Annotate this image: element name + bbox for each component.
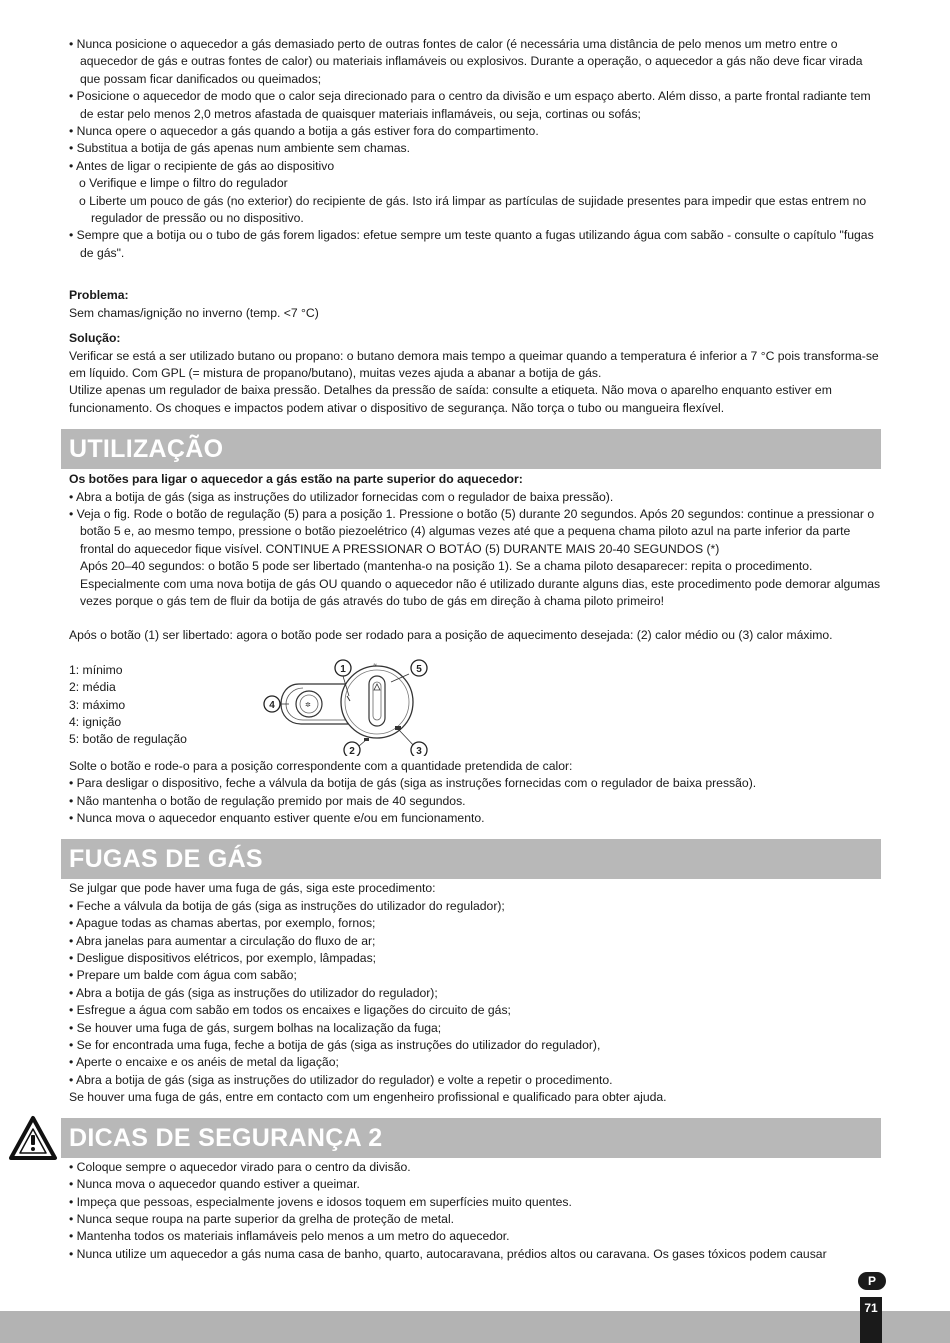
intro-bullet: • Substitua a botija de gás apenas num ambiente sem chamas. — [69, 141, 410, 156]
callout-label: 1 — [340, 663, 346, 675]
intro-sub-item: o Liberte um pouco de gás (no exterior) do recipiente de gás. Isto irá limpar as partículas de sujidade presentes para impedir que estas entrem no regulador de pressão ou no dispositivo. — [79, 193, 867, 226]
section-header-leaks — [61, 839, 881, 879]
callout-5 — [411, 660, 427, 676]
legend-item: 2: média — [69, 680, 116, 695]
section-title: DICAS DE SEGURANÇA 2 — [69, 1123, 383, 1152]
callout-2 — [344, 742, 360, 756]
leaks-bullet: • Abra a botija de gás (siga as instruções do utilizador do regulador); — [69, 985, 438, 1000]
section-header-safety — [61, 1118, 881, 1158]
leaks-bullet: • Se houver uma fuga de gás, surgem bolhas na localização da fuga; — [69, 1020, 442, 1035]
usage-bullet: • Abra a botija de gás (siga as instruções do utilizador fornecidas com o regulador de baixa pressão). — [69, 489, 614, 504]
intro-sub-item: o Verifique e limpe o filtro do regulador — [79, 176, 288, 191]
usage-lead: Os botões para ligar o aquecedor a gás estão na parte superior do aquecedor: — [69, 472, 523, 487]
intro-bullet: • Nunca opere o aquecedor a gás quando a botija a gás estiver fora do compartimento. — [69, 124, 539, 139]
usage-bullet: • Veja o fig. Rode o botão de regulação (5) para a posição 1. Pressione o botão (5) durante 20 segundos. Após 20 segundos: continue a pressionar o botão 5 e, ao mesmo tempo, pressione o botão piezoelétrico (4) algumas vezes até que a pequena chama piloto azul na parte inferior da parte frontal do aquecedor fique visível. CONTINUE A PRESSIONAR O BOTÁO (5) DURANTE MAIS 20-40 SEGUNDOS (*) — [69, 506, 875, 556]
legend-item: 5: botão de regulação — [69, 732, 187, 747]
safety-bullet: • Nunca mova o aquecedor quando estiver a queimar. — [69, 1177, 360, 1192]
callout-1 — [335, 660, 351, 676]
safety-bullet: • Mantenha todos os materiais inflamáveis pelo menos a um metro do aquecedor. — [69, 1229, 510, 1244]
section-title: FUGAS DE GÁS — [69, 845, 263, 874]
leaks-bullet: • Abra janelas para aumentar a circulação do fluxo de ar; — [69, 933, 376, 948]
control-panel-diagram — [259, 652, 429, 756]
legend-item: 3: máximo — [69, 697, 126, 712]
legend-item: 4: ignição — [69, 715, 122, 729]
problem-label: Problema: — [69, 288, 129, 303]
control-figure-row — [69, 662, 881, 758]
callout-label: 2 — [349, 745, 355, 756]
callout-3 — [411, 742, 427, 756]
usage-after: Após o botão (1) ser libertado: agora o botão pode ser rodado para a posição de aquecimento desejada: (2) calor médio ou (3) calor máximo. — [69, 628, 833, 643]
safety-bullet: • Nunca utilize um aquecedor a gás numa casa de banho, quarto, autocaravana, prédios altos ou caravana. Os gases tóxicos podem causar — [69, 1246, 827, 1261]
page-number: 71 — [860, 1297, 882, 1343]
solution-text: Verificar se está a ser utilizado butano ou propano: o butano demora mais tempo a queimar quando a temperatura é inferior a 7 °C pois transforma-se em líquido. Com GPL (= mistura de propano/butano), muitas vezes ajuda a abanar a botija de gás. — [69, 348, 879, 380]
safety-bullet: • Nunca seque roupa na parte superior da grelha de proteção de metal. — [69, 1211, 455, 1226]
usage-bullet-continuation: Após 20–40 segundos: o botão 5 pode ser libertado (mantenha-o na posição 1). Se a chama piloto desaparecer: repita o procedimento. Especialmente com uma nova botija de gás OU quando o aquecedor não é utilizado durante alguns dias, este procedimento pode demorar algumas vezes porque o gás tem de fluir da botija de gás através do tubo de gás em direção à chama piloto primeiro! — [80, 559, 881, 608]
language-badge: P — [858, 1272, 886, 1290]
leaks-bullet: • Apague todas as chamas abertas, por exemplo, fornos; — [69, 916, 376, 931]
leaks-bullet: • Se for encontrada uma fuga, feche a botija de gás (siga as instruções do utilizador do regulador), — [69, 1038, 601, 1053]
section-header-usage — [61, 429, 881, 469]
leaks-lead: Se julgar que pode haver uma fuga de gás, siga este procedimento: — [69, 881, 436, 896]
usage-bullet: • Nunca mova o aquecedor enquanto estiver quente e/ou em funcionamento. — [69, 811, 485, 825]
page-content — [69, 36, 881, 1263]
leaks-bullet: • Esfregue a água com sabão em todos os encaixes e ligações do circuito de gás; — [69, 1003, 511, 1018]
warning-triangle-icon — [8, 1115, 58, 1161]
svg-text:≈: ≈ — [373, 661, 378, 668]
intro-bullet: • Antes de ligar o recipiente de gás ao dispositivo — [69, 158, 335, 173]
leaks-bullet: • Abra a botija de gás (siga as instruções do utilizador do regulador) e volte a repetir o procedimento. — [69, 1072, 613, 1087]
safety-bullet: • Coloque sempre o aquecedor virado para o centro da divisão. — [69, 1159, 411, 1174]
leaks-bullet: • Prepare um balde com água com sabão; — [69, 968, 297, 983]
svg-text:✲: ✲ — [305, 700, 311, 709]
leaks-bullet: • Desligue dispositivos elétricos, por exemplo, lâmpadas; — [69, 951, 377, 966]
problem-text: Sem chamas/ignição no inverno (temp. <7 °C) — [69, 305, 319, 320]
intro-bullet: • Sempre que a botija ou o tubo de gás forem ligados: efetue sempre um teste quanto a fugas utilizando água com sabão - consulte o capítulo "fugas de gás". — [69, 228, 874, 260]
legend-item: 1: mínimo — [69, 662, 123, 677]
leaks-bullet: • Feche a válvula da botija de gás (siga as instruções do utilizador do regulador); — [69, 898, 505, 913]
solution-label: Solução: — [69, 331, 121, 346]
usage-bullet: • Para desligar o dispositivo, feche a válvula da botija de gás (siga as instruções fornecidas com o regulador de baixa pressão). — [69, 776, 757, 791]
footer-bar — [0, 1311, 950, 1343]
callout-label: 3 — [416, 745, 422, 756]
usage-bullet: • Não mantenha o botão de regulação premido por mais de 40 segundos. — [69, 793, 466, 808]
intro-bullet: • Nunca posicione o aquecedor a gás demasiado perto de outras fontes de calor (é necessária uma distância de pelo menos um metro entre o aquecedor de gás e outras fontes de calor) ou materiais inflamáveis ou explosivos. Durante a operação, o aquecedor a gás não deve ficar virada que possam ficar danificados ou queimados; — [69, 37, 863, 86]
callout-label: 5 — [416, 663, 422, 675]
callout-4 — [264, 696, 280, 712]
leaks-bullet: • Aperte o encaixe e os anéis de metal da ligação; — [69, 1055, 339, 1070]
solution-text: Utilize apenas um regulador de baixa pressão. Detalhes da pressão de saída: consulte a etiqueta. Não mova o aparelho enquanto estiver em funcionamento. Os choques e impactos podem ativar o dispositivo de segurança. Não torça o tubo ou mangueira flexível. — [69, 383, 832, 415]
control-legend — [69, 662, 187, 749]
leaks-closing: Se houver uma fuga de gás, entre em contacto com um engenheiro profissional e qualificado para obter ajuda. — [69, 1090, 667, 1105]
intro-bullet: • Posicione o aquecedor de modo que o calor seja direcionado para o centro da divisão e um espaço aberto. Além disso, a parte frontal radiante tem de estar pelo menos 2,0 metros afastada de quaisquer materiais inflamáveis, ou seja, cortinas ou sofás; — [69, 89, 871, 121]
callout-label: 4 — [269, 699, 275, 711]
usage-after-figure: Solte o botão e rode-o para a posição correspondente com a quantidade pretendida de calor: — [69, 758, 573, 773]
section-title: UTILIZAÇÃO — [69, 435, 224, 464]
safety-bullet: • Impeça que pessoas, especialmente jovens e idosos toquem em superfícies muito quentes. — [69, 1194, 572, 1209]
